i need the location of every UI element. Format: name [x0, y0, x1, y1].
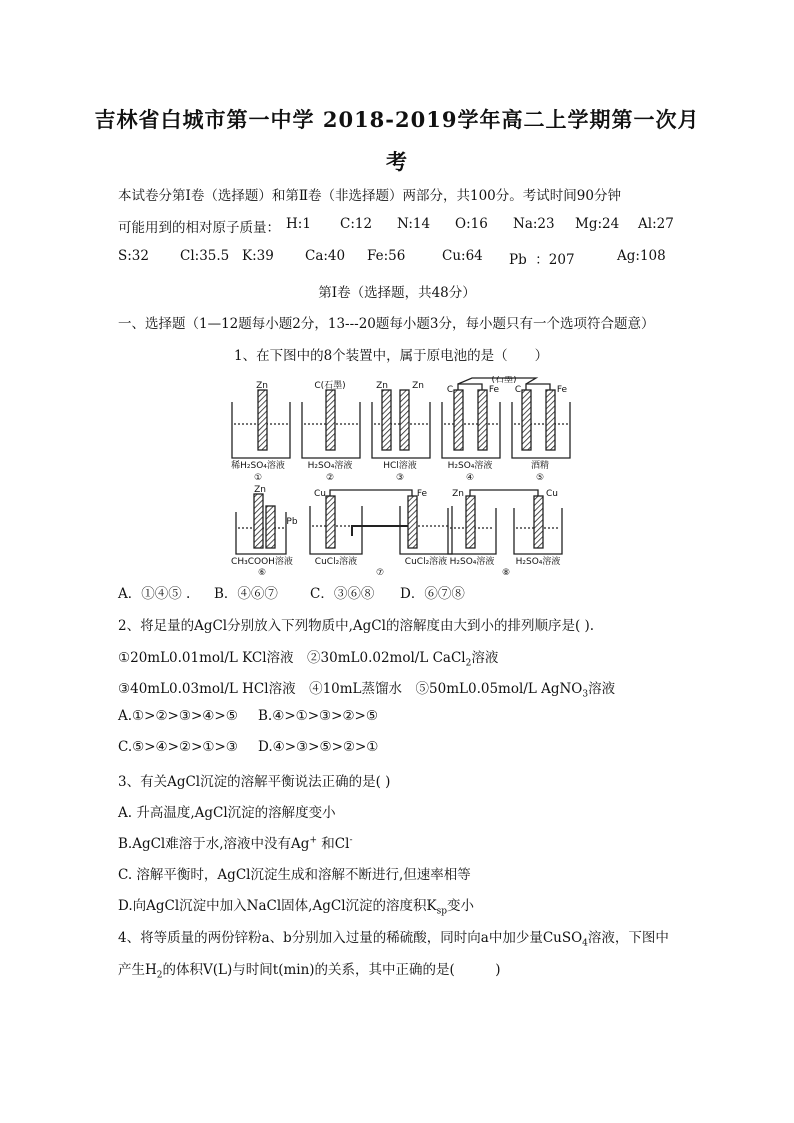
- s4: H₂SO₄溶液: [447, 461, 493, 471]
- q1-option-c: C．③⑥⑧: [310, 586, 375, 602]
- e5b: Fe: [556, 385, 568, 395]
- n8: ⑧: [501, 568, 511, 576]
- n1: ①: [253, 473, 263, 483]
- title-line-1: 吉林省白城市第一中学 2018-2019学年高二上学期第一次月: [94, 107, 700, 132]
- q3-b-sup1: +: [309, 835, 317, 846]
- masses-label: 可能用到的相对原子质量：: [118, 220, 280, 236]
- e8b: Cu: [546, 489, 558, 499]
- q2-stem: 2、将足量的AgCl分别放入下列物质中,AgCl的溶解度由大到小的排列顺序是( ).: [118, 618, 595, 634]
- q1-figure: [222, 376, 582, 576]
- q4-l2-b: 的体积V(L)与时间t(min)的关系，其中正确的是( ): [162, 962, 501, 978]
- part1-title: 一、选择题（1—12题每小题2分，13---20题每小题3分，每小题只有一个选项符合题意）: [118, 316, 655, 332]
- q4-l2-a: 产生H: [118, 962, 157, 978]
- q3-d-tail: 变小: [447, 898, 474, 914]
- beaker-1: [232, 390, 290, 458]
- q4-line-2: [118, 958, 501, 981]
- s7a: CuCl₂溶液: [314, 557, 358, 567]
- beaker-5: [512, 384, 570, 458]
- e5a: C: [514, 385, 522, 395]
- title-line-2: 考: [386, 149, 408, 174]
- q2-items-a: [118, 646, 498, 669]
- mass-cl: Cl:35.5: [180, 248, 230, 264]
- q4-l1-a: 4、将等质量的两份锌粉a、b分别加入过量的稀硫酸，同时向a中加少量CuSO: [118, 930, 583, 946]
- mass-ag: Ag:108: [617, 248, 666, 264]
- n2: ②: [325, 473, 335, 483]
- q2-item-2-sub: 2: [465, 658, 472, 669]
- q2-item-4: ④10mL蒸馏水: [309, 681, 403, 697]
- s2: H₂SO₄溶液: [307, 461, 353, 471]
- mass-k: K:39: [242, 248, 274, 264]
- mass-ca: Ca:40: [305, 248, 346, 264]
- q2-item-2: ②30mL0.02mol/L CaCl: [307, 650, 466, 666]
- q3-option-c: C. 溶解平衡时，AgCl沉淀生成和溶解不断进行,但速率相等: [118, 867, 471, 883]
- q3-option-a: A. 升高温度,AgCl沉淀的溶解度变小: [118, 805, 336, 821]
- q2-option-c: C.⑤>④>②>①>③: [118, 739, 238, 755]
- q3-b-text: B.AgCl难溶于水,溶液中没有Ag: [118, 836, 310, 852]
- mass-pb: Pb ：207: [509, 252, 575, 268]
- beaker-3: [372, 390, 430, 458]
- e2: C(石墨): [314, 381, 346, 391]
- q2-option-b: B.④>①>③>②>⑤: [258, 708, 378, 724]
- beaker-2: [302, 390, 360, 458]
- s3: HCl溶液: [383, 461, 417, 471]
- intro-text: 本试卷分第Ⅰ卷（选择题）和第Ⅱ卷（非选择题）两部分，共100分。考试时间90分钟: [118, 188, 621, 204]
- section-header: 第Ⅰ卷（选择题，共48分）: [318, 285, 476, 301]
- s7b: CuCl₂溶液: [404, 557, 448, 567]
- q2-option-a: A.①>②>③>④>⑤: [118, 708, 238, 724]
- beaker-7: [310, 490, 452, 554]
- q1-option-d: D．⑥⑦⑧: [400, 586, 465, 602]
- top-label: (石墨): [491, 376, 517, 385]
- q3-stem: 3、有关AgCl沉淀的溶解平衡说法正确的是( ): [118, 774, 391, 790]
- q4-l1-b: 溶液，下图中: [587, 930, 669, 946]
- q2-items-b: [118, 677, 615, 700]
- mass-mg: Mg:24: [575, 216, 620, 232]
- mass-c: C:12: [340, 216, 373, 232]
- e1: Zn: [256, 381, 268, 391]
- e6b: Pb: [286, 517, 298, 527]
- mass-n: N:14: [397, 216, 431, 232]
- q2-item-2-tail: 溶液: [471, 650, 499, 666]
- q3-option-d: [118, 894, 474, 917]
- s1: 稀H₂SO₄溶液: [231, 461, 285, 471]
- mass-o: O:16: [455, 216, 488, 232]
- q2-option-d: D.④>③>⑤>②>①: [258, 739, 379, 755]
- mass-al: Al:27: [638, 216, 674, 232]
- q2-item-5-tail: 溶液: [588, 681, 616, 697]
- n3: ③: [395, 473, 405, 483]
- q4-l1-sub: 4: [582, 938, 588, 949]
- q1-option-a: A．①④⑤ .: [118, 586, 191, 602]
- n4: ④: [465, 473, 475, 483]
- e4b: Fe: [488, 385, 500, 395]
- q2-item-5-sub: 3: [582, 689, 589, 700]
- beaker-6: [236, 494, 286, 554]
- q3-b-text2: 和Cl: [316, 836, 350, 852]
- q2-item-3: ③40mL0.03mol/L HCl溶液: [118, 681, 296, 697]
- e7a: Cu: [314, 489, 326, 499]
- q1-stem: 1、在下图中的8个装置中，属于原电池的是（ ）: [234, 348, 549, 364]
- q3-b-sup2: -: [349, 835, 353, 846]
- q3-d-sub: sp: [436, 906, 447, 917]
- mass-h: H:1: [286, 216, 311, 232]
- q4-line-1: [118, 926, 669, 949]
- n7: ⑦: [375, 568, 385, 576]
- mass-cu: Cu:64: [442, 248, 483, 264]
- e8a: Zn: [452, 489, 464, 499]
- beaker-4: [442, 384, 500, 458]
- e7b: Fe: [416, 489, 428, 499]
- q2-item-5: ⑤50mL0.05mol/L AgNO: [415, 681, 583, 697]
- s8b: H₂SO₄溶液: [515, 557, 561, 567]
- mass-s: S:32: [118, 248, 149, 264]
- s5: 酒精: [530, 461, 550, 471]
- beaker-8: [448, 490, 562, 554]
- mass-na: Na:23: [513, 216, 555, 232]
- q3-d-text: D.向AgCl沉淀中加入NaCl固体,AgCl沉淀的溶度积K: [118, 898, 437, 914]
- e3b: Zn: [412, 381, 424, 391]
- e3a: Zn: [376, 381, 388, 391]
- e6a: Zn: [254, 485, 266, 495]
- mass-fe: Fe:56: [367, 248, 406, 264]
- n6: ⑥: [257, 568, 267, 576]
- q3-option-b: [118, 832, 352, 852]
- e4a: C: [446, 385, 454, 395]
- q1-option-b: B．④⑥⑦: [214, 586, 278, 602]
- q4-l2-sub: 2: [156, 970, 163, 981]
- n5: ⑤: [535, 473, 545, 483]
- s8a: H₂SO₄溶液: [449, 557, 495, 567]
- s6: CH₃COOH溶液: [231, 557, 293, 567]
- q2-item-1: ①20mL0.01mol/L KCl溶液: [118, 650, 294, 666]
